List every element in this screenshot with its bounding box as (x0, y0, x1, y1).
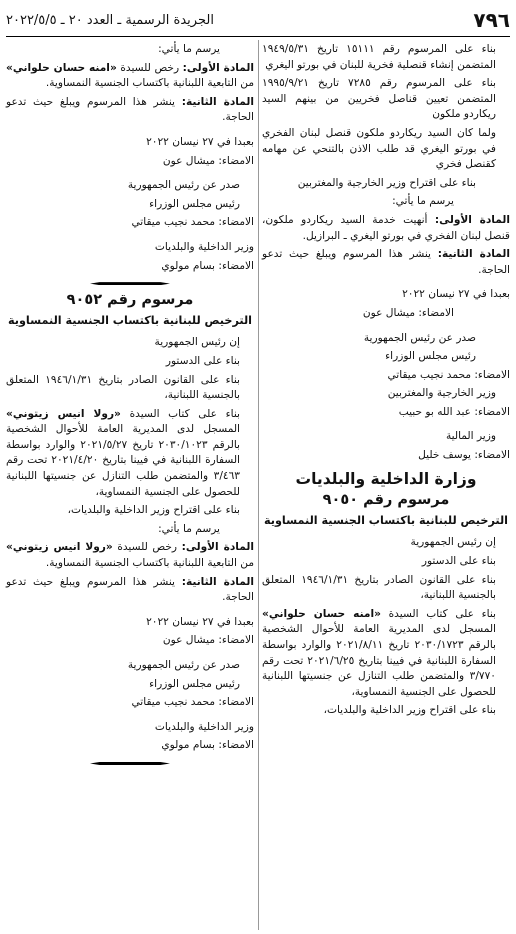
text: المسجل لدى المديرية العامة للأحوال الشخصية بالرقم ٢٠٣٠/١٧٢٣ تاريخ ٢٠٢١/٨/١١ والوارد بواسطة السفارة اللبنانية في فيينا بتاريخ ٢٠٢١/٦/٢٥ تحت رقم ٣/٧٧٠ والمتضمن طلب التنازل عن جنسيتها اللبنانية للحصول على الجنسية النمساوية، (262, 623, 496, 698)
header-rule (6, 36, 510, 37)
article-text: ينشر هذا المرسوم ويبلغ حيث تدعو الحاجة. (262, 248, 510, 276)
decree-date: بعبدا في ٢٧ نيسان ٢٠٢٢ (146, 135, 254, 148)
decree-title: مرسوم رقم ٩٠٥٢ (66, 292, 194, 309)
decree-subtitle: الترخيص للبنانية باكتساب الجنسية النمساوية (263, 513, 509, 527)
decree-date: بعبدا في ٢٧ نيسان ٢٠٢٢ (402, 288, 510, 301)
person-name: «امنه حسان حلواني» (262, 607, 381, 620)
paragraph (6, 407, 254, 501)
right-column (262, 42, 510, 722)
issued-by: صدر عن رئيس الجمهورية (363, 331, 476, 344)
article-2 (6, 95, 254, 126)
signature: الامضاء: محمد نجيب ميقاتي (387, 368, 510, 381)
paragraph (262, 607, 510, 701)
signature: الامضاء: يوسف خليل (418, 449, 510, 462)
decrees-line: يرسم ما يأتي: (158, 43, 220, 55)
section-separator (90, 280, 170, 287)
signature: الامضاء: ميشال عون (362, 306, 454, 319)
article-label: المادة الأولى: (434, 213, 511, 226)
article-label: المادة الأولى: (182, 61, 254, 74)
decree-date: بعبدا في ٢٧ نيسان ٢٠٢٢ (146, 615, 254, 628)
decree-subtitle: الترخيص للبنانية باكتساب الجنسية النمساوية (7, 313, 253, 327)
signature: الامضاء: بسام مولوي (161, 259, 254, 272)
text: بناء على كتاب السيدة (380, 607, 496, 620)
paragraph: بناء على القانون الصادر بتاريخ ١٩٤٦/١/٣١ المتعلق بالجنسية اللبنانية، (6, 373, 240, 402)
paragraph: إن رئيس الجمهورية (410, 536, 496, 549)
person-name: «امنه حسان حلواني» (6, 61, 117, 74)
signature: الامضاء: محمد نجيب ميقاتي (131, 216, 254, 229)
signature: الامضاء: عبد الله بو حبيب (398, 405, 510, 418)
signature: الامضاء: بسام مولوي (161, 739, 254, 752)
article-text: أنهيت خدمة السيد ريكاردو ملكون، قنصل لبنان الفخري في بورتو اليغري ـ البرازيل. (262, 213, 510, 242)
paragraph: بناء على المرسوم رقم ٧٢٨٥ تاريخ ١٩٩٥/٩/٢١ المتضمن تعيين قناصل فخريين من بينهم السيد ريكاردو ملكون (262, 77, 496, 121)
article-2 (6, 575, 254, 606)
paragraph: بناء على اقتراح وزير الخارجية والمغتربين (297, 176, 476, 189)
article-label: المادة الثانية: (437, 248, 510, 261)
article-text: ينشر هذا المرسوم ويبلغ حيث تدعو الحاجة. (6, 575, 254, 604)
article-label: المادة الثانية: (181, 575, 254, 588)
issued-by: صدر عن رئيس الجمهورية (127, 659, 240, 671)
paragraph: ولما كان السيد ريكاردو ملكون قنصل لبنان الفخري في بورتو اليغري قد طلب الاذن بالتنحي عن مهامه كقنصل فخري (262, 126, 496, 171)
column-divider (258, 40, 259, 930)
signatory-title: وزير الداخلية والبلديات (154, 720, 254, 733)
signatory-title: وزير المالية (445, 430, 496, 443)
signature: الامضاء: محمد نجيب ميقاتي (131, 696, 254, 709)
paragraph: بناء على القانون الصادر بتاريخ ١٩٤٦/١/٣١ المتعلق بالجنسية اللبنانية، (262, 573, 496, 602)
article-label: المادة الثانية: (181, 95, 254, 108)
decrees-line: يرسم ما يأتي: (392, 195, 454, 208)
person-name: «رولا انيس زيتوني» (6, 541, 113, 554)
text: رخص للسيدة (116, 61, 183, 74)
signatory-title: رئيس مجلس الوزراء (149, 197, 240, 210)
person-name: «رولا انيس زيتوني» (6, 407, 121, 420)
decree-title: مرسوم رقم ٩٠٥٠ (322, 492, 450, 509)
text: المسجل لدى المديرية العامة للأحوال الشخصية بالرقم ٢٠٣٠/١٠٢٣ تاريخ ٢٠٢١/٥/٢٧ والوارد بواسطة السفارة اللبنانية في فيينا بتاريخ ٢٠٢١/٤/٢٠ تحت رقم ٣/٤٦٣ والمتضمن طلب التنازل عن جنسيتها اللبنانية للحصول على الجنسية النمساوية، (6, 423, 240, 498)
text: من التابعية اللبنانية باكتساب الجنسية النمساوية. (45, 557, 254, 570)
text: بناء على كتاب السيدة (120, 407, 240, 420)
signatory-title: وزير الخارجية والمغتربين (387, 387, 496, 400)
paragraph: بناء على اقتراح وزير الداخلية والبلديات، (323, 704, 496, 717)
article-1 (262, 213, 510, 244)
ministry-heading: وزارة الداخلية والبلديات (295, 469, 477, 488)
paragraph: بناء على المرسوم رقم ١٥١١١ تاريخ ١٩٤٩/٥/٣١ المتضمن إنشاء قنصلية فخرية للبنان في بورتو اليغري (262, 43, 496, 71)
signature: الامضاء: ميشال عون (162, 634, 254, 647)
signatory-title: رئيس مجلس الوزراء (385, 350, 476, 363)
article-2 (262, 247, 510, 278)
section-separator (90, 760, 170, 767)
paragraph: بناء على اقتراح وزير الداخلية والبلديات، (67, 504, 240, 517)
left-column (6, 42, 254, 773)
article-1 (6, 540, 254, 571)
article-1 (6, 61, 254, 92)
signatory-title: وزير الداخلية والبلديات (154, 240, 254, 253)
issued-by: صدر عن رئيس الجمهورية (127, 179, 240, 192)
signatory-title: رئيس مجلس الوزراء (149, 677, 240, 690)
article-text: ينشر هذا المرسوم ويبلغ حيث تدعو الحاجة. (6, 95, 254, 124)
paragraph: إن رئيس الجمهورية (154, 336, 240, 349)
decrees-line: يرسم ما يأتي: (158, 522, 220, 535)
gazette-title: الجريدة الرسمية ـ العدد ٢٠ ـ ٢٠٢٢/٥/٥ (6, 12, 214, 28)
page-header (6, 6, 510, 34)
paragraph: بناء على الدستور (165, 354, 240, 367)
page-number: ٧٩٦ (473, 8, 510, 32)
text: رخص للسيدة (112, 541, 182, 554)
paragraph: بناء على الدستور (421, 555, 496, 568)
article-label: المادة الأولى: (181, 541, 254, 554)
text: من التابعية اللبنانية باكتساب الجنسية النمساوية. (45, 77, 254, 90)
signature: الامضاء: ميشال عون (162, 154, 254, 167)
